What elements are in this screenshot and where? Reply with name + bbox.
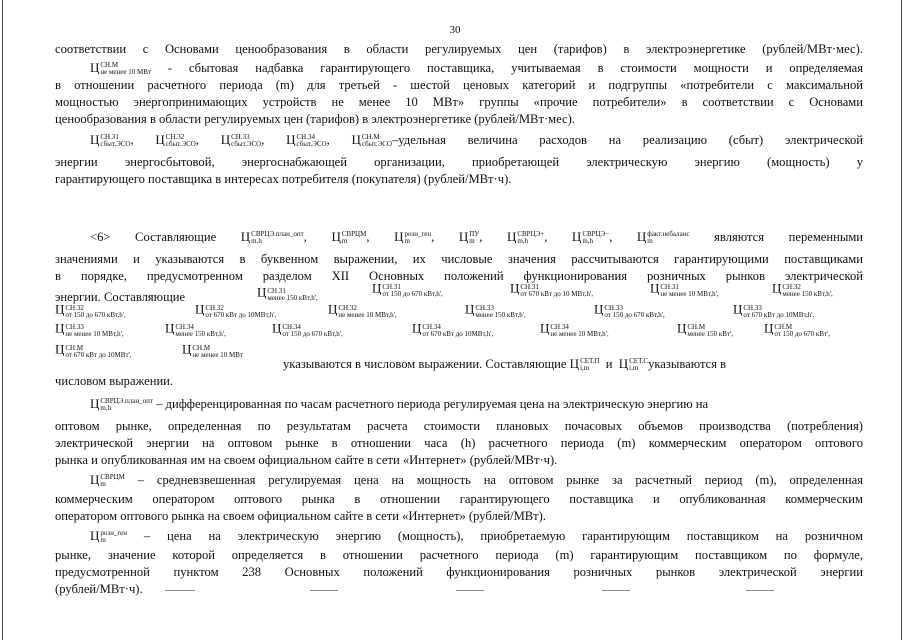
definition-text: - сбытовая надбавка гарантирующего поставщика, учитываемая в стоимости мощности и определяемая <box>167 61 863 75</box>
text-line: числовом выражении. <box>55 374 174 388</box>
symbol-superscript: СН.31 <box>520 283 539 291</box>
symbol-letter: Ц <box>272 320 282 336</box>
definition-sbyt-eso <box>90 132 863 148</box>
symbol-subscript: от 150 до 670 кВт,h', <box>282 330 343 338</box>
symbol-subscript: m <box>100 480 106 489</box>
symbol <box>394 230 431 244</box>
text-line: (рублей/МВт·ч). <box>55 582 143 596</box>
text-line: ценообразования в области регулируемых цен (тарифов) в электроэнергетике (рублей/МВт·мес). <box>55 112 575 126</box>
symbol-letter: Ц <box>540 320 550 336</box>
symbol <box>507 230 544 244</box>
text-line: мощностью энергопринимающих устройств не менее 10 МВт» группы «прочие потребители» в соответствии с Основами <box>55 95 863 109</box>
symbol-superscript: СН.32 <box>782 283 801 291</box>
symbol-superscript: СН.34 <box>175 323 194 331</box>
symbol <box>331 230 366 244</box>
symbol-subscript: от 150 до 670 кВт', <box>774 330 831 338</box>
symbol-subscript: i,m <box>580 364 590 373</box>
symbol-indices <box>604 305 664 319</box>
symbol <box>572 230 609 244</box>
symbol-letter: Ц <box>569 356 580 371</box>
symbol-subscript: не менее 10 МВт,h', <box>338 311 397 319</box>
symbol-superscript: СН.М <box>65 344 84 352</box>
symbol-letter: Ц <box>372 280 382 296</box>
symbol-indices <box>100 134 130 148</box>
symbol-indices <box>647 231 689 245</box>
symbol-subscript: сбыт.ЭСО <box>231 140 262 149</box>
symbol-indices <box>267 288 317 302</box>
symbol-superscript: СН.32 <box>65 304 84 312</box>
symbol-letter: Ц <box>465 301 475 317</box>
grid-symbol <box>764 320 831 338</box>
symbol-letter: Ц <box>220 132 231 147</box>
symbol-subscript: от 150 до 670 кВт,h', <box>604 311 665 319</box>
symbol-indices <box>550 324 608 338</box>
symbol-subscript: менее 150 кВт,h', <box>267 294 318 302</box>
symbol-subscript: m,h <box>517 237 529 246</box>
symbol-subscript: m,h <box>100 404 112 413</box>
symbol-letter: Ц <box>764 320 774 336</box>
symbol-indices <box>65 345 131 359</box>
definition-svrce-plan <box>90 396 863 412</box>
symbol-superscript: СН.34 <box>296 133 315 142</box>
symbol-subscript: от 150 до 670 кВт,h', <box>65 311 126 319</box>
grid-symbol <box>594 301 665 319</box>
symbol <box>352 133 392 147</box>
text-line: энергии энергосбытовой, энергоснабжающей организации, приобретающей электрическую энергию (мощность) у <box>55 155 863 169</box>
symbol-subscript: менее 150 кВт', <box>687 330 734 338</box>
grid-symbol <box>165 320 226 338</box>
symbol-superscript: СН.34 <box>422 323 441 331</box>
text-line: электрической энергии на оптовом рынке в отношении часа (h) расчетного периода (m) коммерческим оператором оптового <box>55 436 863 450</box>
symbol-indices <box>100 530 127 544</box>
symbol-subscript: m <box>469 237 475 246</box>
symbol-indices <box>205 305 276 319</box>
text-line: оптовом рынке, определенная по результатам расчета стоимости плановых почасовых объемов производства (потребления) <box>55 419 863 433</box>
symbol-letter: Ц <box>733 301 743 317</box>
symbol-letter: Ц <box>155 132 165 147</box>
symbol-subscript: не менее 10 МВт <box>192 351 243 359</box>
symbol-superscript: СН.33 <box>475 304 494 312</box>
symbol-indices <box>362 134 392 148</box>
text-line: оператором оптового рынка на своем официальном сайте в сети «Интернет» (рублей/МВт). <box>55 509 547 523</box>
symbol-superscript: СН.34 <box>282 323 301 331</box>
symbol-indices <box>342 231 367 245</box>
symbol <box>637 230 690 244</box>
symbol-letter: Ц <box>90 396 100 411</box>
page-border-right <box>901 0 902 640</box>
symbol-letter: Ц <box>772 280 782 296</box>
grid-symbol <box>55 341 132 359</box>
symbol-subscript: от 150 до 670 кВт,h', <box>382 290 443 298</box>
symbol-indices <box>743 305 814 319</box>
definition-text: – цена на электрическую энергию (мощность), приобретаемую гарантирующим поставщиком на розничном <box>143 529 863 543</box>
grid-symbol <box>733 301 815 319</box>
symbol-subscript: не менее 10 МВт,h', <box>660 290 719 298</box>
divider <box>456 590 484 591</box>
symbol-superscript: СН.33 <box>604 304 623 312</box>
symbol-indices <box>582 231 609 245</box>
symbol-letter: Ц <box>331 229 341 244</box>
symbol-indices <box>297 134 327 148</box>
symbol <box>286 133 326 147</box>
symbol-superscript: СВРЦЭ.план_опт <box>251 230 304 239</box>
symbol-superscript: СН.32 <box>165 133 185 142</box>
symbol-subscript: m <box>647 237 653 246</box>
symbol-indices <box>382 284 442 298</box>
definition-sbyt-nadbavka <box>90 60 863 76</box>
symbol-letter: Ц <box>650 280 660 296</box>
grid-symbol <box>540 320 609 338</box>
symbol-letter: Ц <box>55 341 65 357</box>
divider <box>310 590 338 591</box>
symbol-superscript: СЕТ.С <box>629 357 649 366</box>
symbol-superscript: СН.М <box>774 323 793 331</box>
symbol-indices <box>192 345 243 359</box>
grid-symbol <box>650 280 719 298</box>
definition-text: – средневзвешенная регулируемая цена на мощность на оптовом рынке за расчетный период (m), определенная <box>137 473 863 487</box>
symbol-letter: Ц <box>636 229 647 244</box>
symbol-subscript: m,h <box>582 237 594 246</box>
symbol-letter: Ц <box>55 320 65 336</box>
symbol-subscript: не менее 10 МВт <box>100 68 151 77</box>
symbol-letter: Ц <box>594 301 604 317</box>
text-line: в отношении расчетного периода (m) для третьей - шестой ценовых категорий и подгруппы «потребители с максимальной <box>55 78 863 92</box>
symbol-superscript: СН.33 <box>65 323 84 331</box>
symbol-indices <box>175 324 225 338</box>
symbol-subscript: от 670 кВт до 10МВт,h', <box>205 311 277 319</box>
symbol-subscript: сбыт.ЭСО <box>165 140 196 149</box>
divider <box>746 590 774 591</box>
symbol-superscript: СН.32 <box>205 304 224 312</box>
components-numeric-line <box>283 356 863 372</box>
symbol-subscript: сбыт.ЭСО <box>100 140 131 149</box>
grid-symbol <box>257 284 318 302</box>
symbol-subscript: от 670 кВт до 10МВт,h', <box>422 330 494 338</box>
symbol-letter: Ц <box>506 229 517 244</box>
symbol-subscript: m <box>341 237 348 246</box>
text-line: соответствии с Основами ценообразования в области регулируемых цен (тарифов) в электроэнергетике (рублей/МВт·мес). <box>55 42 863 56</box>
symbol-indices <box>629 358 648 372</box>
symbol-subscript: не менее 10 МВт,h', <box>550 330 609 338</box>
symbol-indices <box>520 284 593 298</box>
symbol-indices <box>422 324 493 338</box>
symbol-group: Ц СВРЦЭ.план_опт m,h , Ц СВРЦМ m , Ц розн_ген m , Ц ПУ m , Ц СВРЦЭ+ m,h , Ц СВРЦЭ− m,h , Ц факт.небаланс m <box>240 229 690 246</box>
text-line: рынка и опубликованная им на своем официальном сайте в сети «Интернет» (рублей/МВт·ч). <box>55 453 558 467</box>
symbol-letter: Ц <box>90 472 100 487</box>
text-line: энергии. Составляющие <box>55 290 186 304</box>
grid-symbol <box>510 280 593 298</box>
symbol-letter: Ц <box>677 320 687 336</box>
symbol-superscript: СН.31 <box>660 283 679 291</box>
symbol-superscript: СН.М <box>100 61 119 70</box>
symbol-indices <box>251 231 304 245</box>
symbol-letter: Ц <box>571 229 582 244</box>
symbol-superscript: СВРЦЭ+ <box>517 230 545 239</box>
symbol-superscript: СН.33 <box>231 133 250 142</box>
symbol <box>221 133 261 147</box>
grid-symbol <box>55 301 126 319</box>
grid-symbol <box>412 320 494 338</box>
symbol-letter: Ц <box>55 301 65 317</box>
symbol-letter: Ц <box>394 229 404 244</box>
symbol <box>90 133 130 147</box>
text-span: указываются в числовом выражении. Составляющие <box>283 357 567 371</box>
text-span: указываются в <box>648 357 727 371</box>
symbol-letter: Ц <box>90 60 100 75</box>
symbol-group: Ц СН.31 сбыт.ЭСО , Ц СН.32 сбыт.ЭСО , Ц СН.33 сбыт.ЭСО , Ц СН.34 сбыт.ЭСО , Ц СН.М сбыт.ЭСО <box>90 132 392 149</box>
symbol-letter: Ц <box>90 132 100 147</box>
symbol-letter: Ц <box>286 132 296 147</box>
symbol <box>459 230 479 244</box>
symbol-letter: Ц <box>257 284 267 300</box>
symbol-indices <box>100 474 125 488</box>
symbol-indices <box>469 231 479 245</box>
symbol-letter: Ц <box>510 280 520 296</box>
symbol-indices <box>282 324 342 338</box>
symbol-letter: Ц <box>351 132 361 147</box>
symbol-superscript: СН.М <box>687 323 706 331</box>
symbol-superscript: СВРЦМ <box>341 230 367 239</box>
symbol-superscript: СЕТ.П <box>580 357 600 366</box>
symbol-indices <box>774 324 830 338</box>
symbol-superscript: СН.31 <box>267 287 286 295</box>
text-line: гарантирующего поставщика в интересах потребителя (покупателя) (рублей/МВт·ч). <box>55 172 512 186</box>
grid-symbol <box>465 301 526 319</box>
symbol-superscript: СВРЦМ <box>100 473 125 482</box>
symbol-superscript: факт.небаланс <box>647 230 690 239</box>
text-line: рынке, значение которой определяется в отношении расчетного периода (m) гарантирующим поставщиком по формуле, <box>55 548 863 562</box>
grid-symbol <box>195 301 277 319</box>
symbol-subscript: от 670 кВт до 10МВт,h', <box>743 311 815 319</box>
note-text: являются переменными <box>714 230 864 244</box>
symbol-letter: Ц <box>618 356 629 371</box>
symbol-letter: Ц <box>458 229 469 244</box>
symbol-subscript: менее 150 кВт,h', <box>782 290 833 298</box>
symbol-letter: Ц <box>328 301 338 317</box>
note-text: <6> Составляющие <box>90 230 217 244</box>
symbol-subscript: сбыт.ЭСО <box>361 140 392 149</box>
grid-symbol <box>272 320 343 338</box>
symbol-letter: Ц <box>195 301 205 317</box>
symbol-superscript: розн_ген <box>404 230 432 239</box>
grid-symbol <box>772 280 833 298</box>
text-line: предусмотренной пунктом 238 Основных положений функционирования розничных рынков электрической энергии <box>55 565 863 579</box>
symbol-indices <box>660 284 718 298</box>
grid-symbol <box>677 320 734 338</box>
symbol-subscript: сбыт.ЭСО <box>296 140 327 149</box>
definition-text: –удельная величина расходов на реализацию (сбыт) электрической <box>391 133 864 147</box>
page-border-left <box>2 0 3 640</box>
symbol-indices <box>782 284 832 298</box>
symbol-subscript: менее 150 кВт,h', <box>175 330 226 338</box>
symbol-indices <box>65 324 123 338</box>
symbol-letter: Ц <box>90 528 100 543</box>
symbol-indices <box>100 62 151 76</box>
symbol-subscript: не менее 10 МВт,h', <box>65 330 124 338</box>
definition-svrcm <box>90 472 863 488</box>
text-span: и <box>605 357 613 371</box>
symbol-superscript: СН.М <box>192 344 211 352</box>
divider <box>165 590 195 591</box>
grid-symbol <box>55 320 124 338</box>
symbol-subscript: i,m <box>629 364 639 373</box>
symbol-subscript: от 670 кВт до 10 МВт,h', <box>520 290 593 298</box>
grid-symbol <box>328 301 397 319</box>
symbol-subscript: менее 150 кВт,h', <box>475 311 526 319</box>
page-number: 30 <box>449 24 461 36</box>
symbol-superscript: ПУ <box>469 230 480 239</box>
symbol-superscript: СН.31 <box>382 283 401 291</box>
symbol-superscript: СН.М <box>361 133 380 142</box>
symbol-subscript: m <box>404 237 410 246</box>
text-line: в порядке, предусмотренном разделом XII Основных положений функционирования розничных рынков электрической <box>55 269 863 283</box>
grid-symbol <box>372 280 443 298</box>
symbol-superscript: СН.31 <box>100 133 119 142</box>
symbol-indices <box>580 358 599 372</box>
symbol-indices <box>166 134 196 148</box>
definition-text: – дифференцированная по часам расчетного периода регулируемая цена на электрическую энергию на <box>156 397 709 411</box>
text-line: значениями и указываются в буквенном выражении, их числовые значения рассчитываются гарантирующими поставщиками <box>55 252 863 266</box>
symbol-subscript: m <box>100 536 106 545</box>
definition-rozn-gen <box>90 528 863 544</box>
grid-symbol <box>182 341 243 359</box>
symbol-indices <box>231 134 261 148</box>
symbol <box>241 230 304 244</box>
symbol-indices <box>475 305 525 319</box>
symbol-subscript: от 670 кВт до 10МВт', <box>65 351 132 359</box>
text-line: коммерческим оператором оптового рынка в отношении гарантирующего поставщика и опубликованная коммерческим <box>55 492 863 506</box>
symbol-indices <box>517 231 544 245</box>
symbol-letter: Ц <box>412 320 422 336</box>
symbol <box>155 133 195 147</box>
divider <box>602 590 630 591</box>
symbol-indices <box>338 305 396 319</box>
symbol-superscript: СН.32 <box>338 304 357 312</box>
symbol-letter: Ц <box>165 320 175 336</box>
symbol-superscript: СН.34 <box>550 323 569 331</box>
symbol-subscript: m,h <box>251 237 262 246</box>
symbol-superscript: СН.33 <box>743 304 762 312</box>
symbol-indices <box>687 324 733 338</box>
symbol-superscript: розн_ген <box>100 529 128 538</box>
note-6-components <box>90 229 863 245</box>
symbol-superscript: СВРЦЭ− <box>582 230 610 239</box>
symbol-indices <box>100 398 153 412</box>
symbol-superscript: СВРЦЭ.план_опт <box>100 397 153 406</box>
symbol-indices <box>65 305 125 319</box>
symbol-letter: Ц <box>240 229 251 244</box>
symbol-indices <box>404 231 431 245</box>
symbol-letter: Ц <box>182 341 192 357</box>
